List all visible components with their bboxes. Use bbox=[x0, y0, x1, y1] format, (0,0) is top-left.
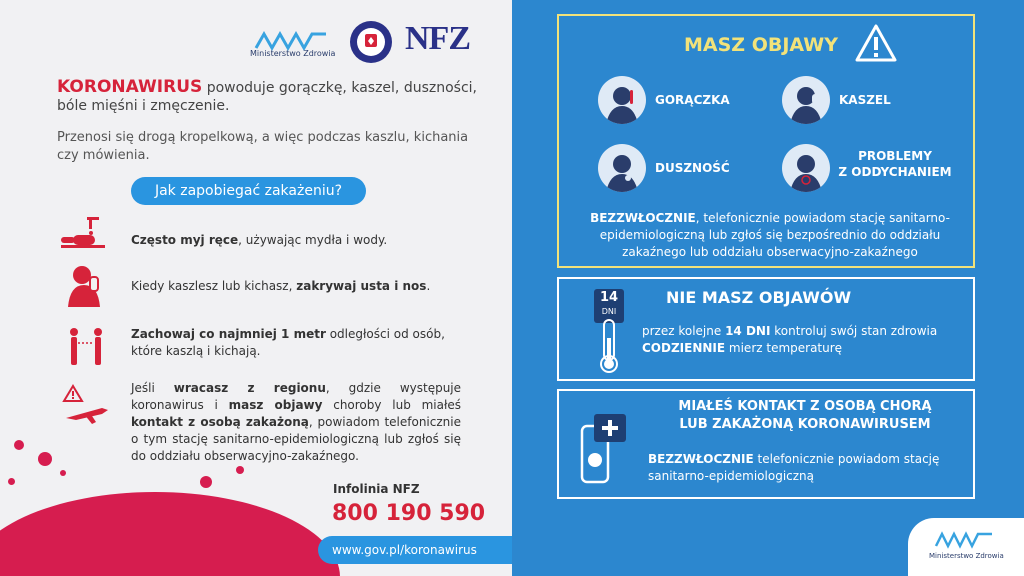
cough-icon bbox=[64, 263, 110, 309]
brand-koronawirus: KORONAWIRUS bbox=[57, 77, 203, 97]
right-panel bbox=[512, 0, 1024, 576]
symptoms-title: MASZ OBJAWY bbox=[684, 34, 838, 56]
tip-travel bbox=[131, 380, 461, 465]
contact-title-line2: LUB ZAKAŻONĄ KORONAWIRUSEM bbox=[679, 417, 931, 432]
website-link[interactable]: www.gov.pl/koronawirus bbox=[318, 536, 512, 564]
ns-b1: 14 DNI bbox=[725, 324, 771, 338]
decor-dot bbox=[8, 478, 15, 485]
symptom-breathing bbox=[835, 148, 955, 180]
tip-travel-p1: Jeśli bbox=[131, 381, 174, 395]
tip-travel-b1: wracasz z regionu bbox=[173, 381, 326, 395]
contact-title bbox=[645, 398, 965, 434]
badge-label: DNI bbox=[601, 307, 617, 316]
travel-warning-icon bbox=[62, 384, 112, 426]
symptoms-instruction-bold: BEZZWŁOCZNIE bbox=[590, 211, 696, 225]
sanepid-logo bbox=[349, 20, 393, 64]
tip-travel-p4: , powiadom telefonicznie o tym stację sanitarno-epidemiologiczną lub zgłoś się do oddziału obserwacyjno-zakaźnego. bbox=[131, 415, 461, 463]
decor-dot bbox=[236, 466, 244, 474]
symptoms-instruction-rest: , telefonicznie powiadom stację sanitarno-epidemiologiczną lub zgłoś się bezpośrednio do oddziału zakaźnego lub oddziału obserwacyjno-zakaźnego bbox=[599, 211, 950, 259]
intro-line1: powoduje gorączkę, kaszel, duszności, bóle mięśni i zmęczenie. bbox=[57, 80, 477, 114]
tip-cover-mouth-bold: zakrywaj usta i nos bbox=[296, 279, 427, 293]
nfz-logo: NFZ bbox=[405, 20, 470, 57]
tip-cover-mouth bbox=[131, 278, 461, 295]
decor-dot bbox=[38, 452, 52, 466]
intro-text bbox=[57, 78, 477, 115]
hotline-label: Infolinia NFZ bbox=[333, 482, 420, 496]
breathless-icon bbox=[598, 144, 646, 192]
decor-dot bbox=[60, 470, 66, 476]
symptom-cough: KASZEL bbox=[839, 93, 891, 107]
decor-dot bbox=[14, 440, 24, 450]
cough-symptom-icon bbox=[782, 76, 830, 124]
contact-instruction-rest: telefonicznie powiadom stację sanitarno-epidemiologiczną bbox=[648, 452, 940, 483]
breathing-problem-icon bbox=[782, 144, 830, 192]
ns-p1: przez kolejne bbox=[642, 324, 726, 338]
ministerstwo-zdrowia-corner-logo bbox=[932, 524, 1004, 552]
tip-travel-p3: choroby lub miałeś bbox=[322, 398, 461, 412]
symptom-breathless: DUSZNOŚĆ bbox=[655, 161, 730, 175]
handwashing-icon bbox=[59, 215, 109, 255]
prevention-button[interactable]: Jak zapobiegać zakażeniu? bbox=[131, 177, 366, 205]
virus-decoration bbox=[0, 492, 340, 576]
contact-instruction bbox=[648, 451, 968, 485]
tip-wash-hands-bold: Często myj ręce bbox=[131, 233, 239, 247]
ministerstwo-zdrowia-label: Ministerstwo Zdrowia bbox=[250, 49, 336, 58]
no-symptoms-instruction bbox=[642, 323, 962, 357]
decor-dot bbox=[200, 476, 212, 488]
contact-instruction-bold: BEZZWŁOCZNIE bbox=[648, 452, 754, 466]
tip-travel-p2: , gdzie występuje koronawirus i bbox=[131, 381, 462, 412]
symptom-breathing-line2: Z ODDYCHANIEM bbox=[838, 165, 952, 179]
tip-travel-b2: masz objawy bbox=[228, 398, 323, 412]
warning-icon bbox=[855, 24, 897, 62]
ns-p2: kontroluj swój stan zdrowia bbox=[770, 324, 938, 338]
tip-distance-bold: Zachowaj co najmniej 1 metr bbox=[131, 327, 326, 341]
tip-wash-hands bbox=[131, 232, 461, 249]
symptom-fever: GORĄCZKA bbox=[655, 93, 730, 107]
distance-icon bbox=[66, 325, 108, 367]
tip-distance bbox=[131, 326, 466, 360]
symptoms-instruction bbox=[584, 210, 956, 261]
contact-title-line1: MIAŁEŚ KONTAKT Z OSOBĄ CHORĄ bbox=[678, 399, 932, 414]
no-symptoms-title: NIE MASZ OBJAWÓW bbox=[666, 288, 852, 307]
ns-b2: CODZIENNIE bbox=[642, 341, 726, 355]
badge-number: 14 bbox=[599, 290, 619, 305]
tip-wash-hands-rest: , używając mydła i wody. bbox=[238, 233, 388, 247]
ministry-corner-label: Ministerstwo Zdrowia bbox=[929, 552, 1004, 560]
hotline-number[interactable]: 800 190 590 bbox=[332, 501, 486, 526]
tip-distance-rest: odległości od osób, które kaszlą i kichają. bbox=[131, 327, 445, 358]
tip-cover-mouth-pre: Kiedy kaszlesz lub kichasz, bbox=[131, 279, 297, 293]
thermometer-icon bbox=[598, 318, 620, 374]
ministry-logo-corner bbox=[908, 518, 1024, 576]
tip-cover-mouth-rest: . bbox=[426, 279, 431, 293]
ns-p3: mierz temperaturę bbox=[725, 341, 843, 355]
symptom-breathing-line1: PROBLEMY bbox=[858, 149, 932, 163]
tip-travel-b3: kontakt z osobą zakażoną bbox=[131, 415, 309, 429]
fever-icon bbox=[598, 76, 646, 124]
phone-medical-icon bbox=[578, 412, 634, 488]
intro-transmission: Przenosi się drogą kropelkową, a więc podczas kaszlu, kichania czy mówienia. bbox=[57, 130, 469, 163]
